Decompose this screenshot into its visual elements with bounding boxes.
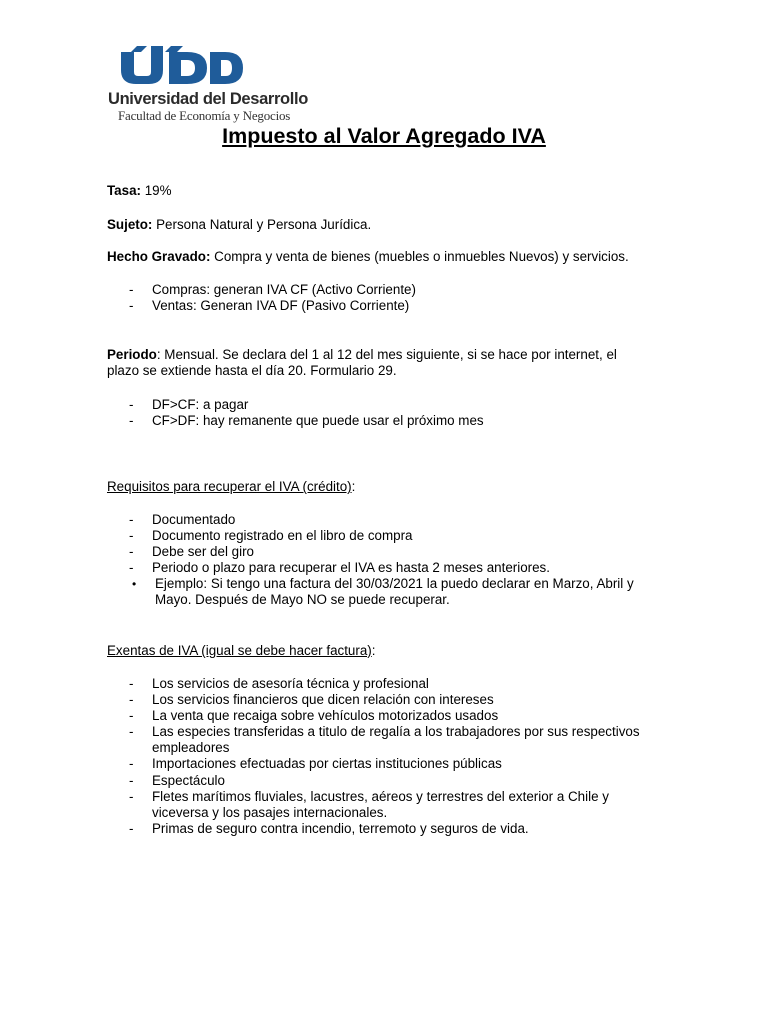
page-title: Impuesto al Valor Agregado IVA [222, 124, 546, 148]
list-item-text: Importaciones efectuadas por ciertas instituciones públicas [152, 756, 502, 772]
faculty-name: Facultad de Economía y Negocios [118, 108, 291, 123]
example-text-2: Mayo. Después de Mayo NO se puede recuperar. [155, 592, 450, 608]
list-item [107, 282, 667, 298]
list-item [107, 773, 667, 789]
dash-marker: - [129, 560, 134, 576]
list-item [107, 560, 667, 576]
udd-logo [107, 44, 308, 124]
list-item [107, 692, 667, 708]
dash-marker: - [129, 708, 134, 724]
list-item [107, 544, 667, 560]
exentas-heading: Exentas de IVA (igual se debe hacer factura) [107, 643, 372, 658]
tasa-value: 19% [141, 183, 172, 198]
list-item-text: Debe ser del giro [152, 544, 254, 560]
dash-marker: - [129, 528, 134, 544]
list-item [107, 756, 667, 772]
list-item [107, 298, 667, 314]
list-item-text: DF>CF: a pagar [152, 397, 249, 412]
requisitos-list [107, 512, 667, 609]
periodo-line-1 [107, 347, 617, 363]
list-item [107, 528, 667, 544]
university-name: Universidad del Desarrollo [108, 90, 308, 108]
dash-marker: - [129, 820, 134, 836]
list-item-text: Ventas: Generan IVA DF (Pasivo Corriente) [152, 298, 410, 314]
list-item-text: Compras: generan IVA CF (Activo Corriente) [152, 282, 416, 297]
bullet-marker: • [132, 577, 137, 592]
list-item [107, 397, 667, 413]
heading-colon: : [371, 643, 376, 658]
list-item-text: Primas de seguro contra incendio, terremoto y seguros de vida. [152, 820, 529, 836]
exentas-heading-line [107, 643, 375, 659]
list-item-text: Fletes marítimos fluviales, lacustres, aéreos y terrestres del exterior a Chile y [152, 788, 609, 804]
tasa-line [107, 183, 172, 199]
dash-marker: - [129, 298, 134, 314]
list-item [107, 708, 667, 724]
example-text-1: Ejemplo: Si tengo una factura del 30/03/2021 la puedo declarar en Marzo, Abril y [155, 576, 634, 592]
dash-marker: - [129, 772, 134, 788]
periodo-label: Periodo [107, 347, 157, 362]
dash-marker: - [129, 788, 134, 804]
dash-marker: - [129, 282, 134, 297]
periodo-list [107, 397, 667, 429]
dash-marker: - [129, 544, 134, 560]
hecho-label: Hecho Gravado: [107, 249, 211, 264]
list-item-text: Documentado [152, 512, 236, 527]
example-item-continued [107, 592, 667, 608]
list-item [107, 724, 667, 740]
list-item [107, 676, 667, 692]
list-item-text: La venta que recaiga sobre vehículos motorizados usados [152, 708, 499, 724]
list-item-text: Documento registrado en el libro de compra [152, 528, 413, 544]
dash-marker: - [129, 397, 134, 412]
list-item [107, 512, 667, 528]
list-item-text: viceversa y los pasajes internacionales. [152, 804, 388, 820]
list-item-text: Los servicios financieros que dicen relación con intereses [152, 692, 494, 708]
sujeto-value: Persona Natural y Persona Jurídica. [152, 217, 372, 232]
list-item [107, 413, 667, 429]
list-item-text: CF>DF: hay remanente que puede usar el próximo mes [152, 413, 484, 429]
list-item-continued [107, 805, 667, 821]
hecho-value: Compra y venta de bienes (muebles o inmuebles Nuevos) y servicios. [210, 249, 629, 264]
hecho-line [107, 249, 629, 265]
udd-logo-mark [107, 44, 247, 88]
periodo-line-2: plazo se extiende hasta el día 20. Formulario 29. [107, 363, 397, 378]
list-item [107, 821, 667, 837]
heading-colon: : [351, 479, 356, 494]
requisitos-heading-line [107, 479, 355, 495]
dash-marker: - [129, 512, 134, 527]
requisitos-heading: Requisitos para recuperar el IVA (crédito) [107, 479, 352, 494]
list-item-text: Periodo o plazo para recuperar el IVA es hasta 2 meses anteriores. [152, 560, 550, 576]
dash-marker: - [129, 724, 134, 740]
tasa-label: Tasa: [107, 183, 141, 198]
hecho-list [107, 282, 667, 314]
dash-marker: - [129, 676, 134, 691]
sujeto-line [107, 217, 371, 233]
dash-marker: - [129, 413, 134, 429]
list-item-text: Espectáculo [152, 772, 225, 788]
list-item-text: Las especies transferidas a titulo de regalía a los trabajadores por sus respectivos [152, 724, 640, 740]
sujeto-label: Sujeto: [107, 217, 153, 232]
periodo-text: : Mensual. Se declara del 1 al 12 del mes siguiente, si se hace por internet, el [156, 347, 617, 362]
list-item-text: empleadores [152, 740, 230, 756]
example-item [107, 576, 667, 592]
list-item [107, 789, 667, 805]
dash-marker: - [129, 756, 134, 772]
list-item-continued [107, 740, 667, 756]
dash-marker: - [129, 692, 134, 708]
exentas-list [107, 676, 667, 837]
list-item-text: Los servicios de asesoría técnica y profesional [152, 676, 429, 691]
